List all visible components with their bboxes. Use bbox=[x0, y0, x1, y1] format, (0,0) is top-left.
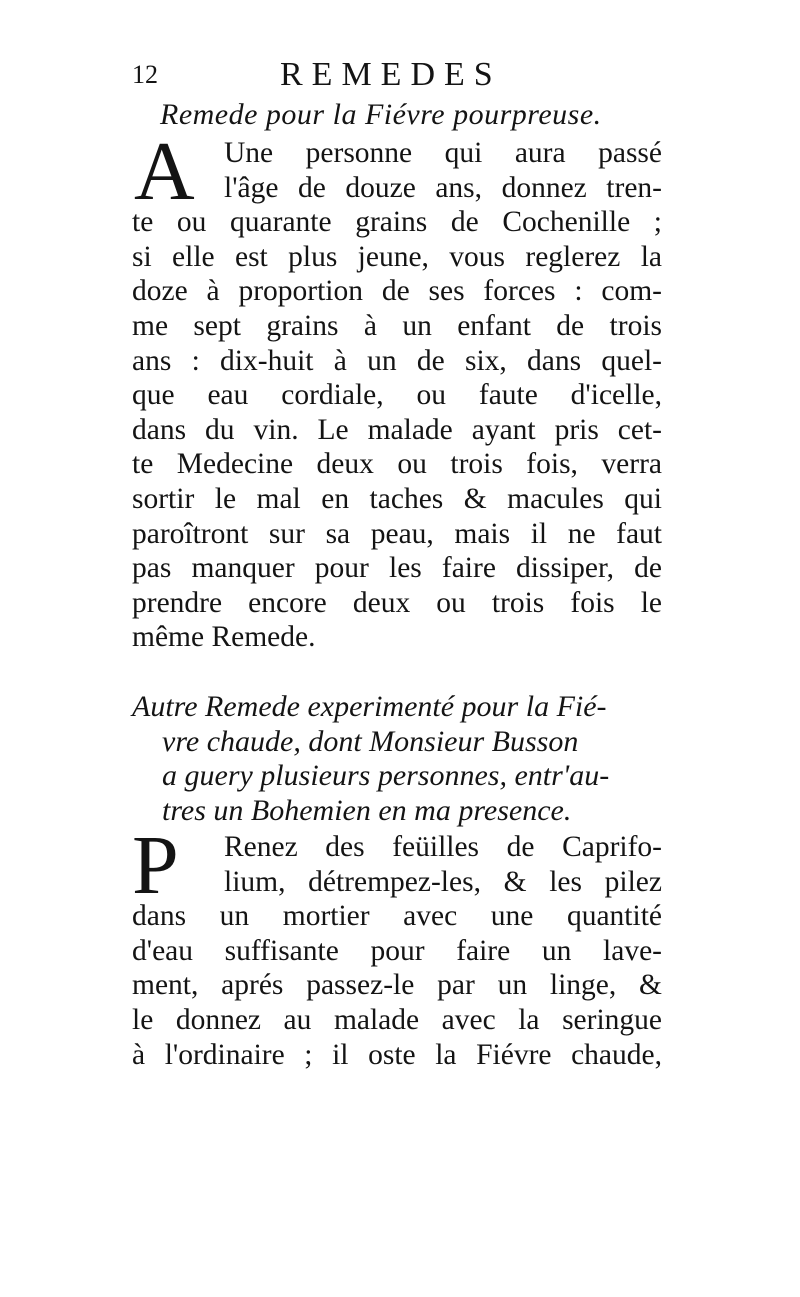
page-number: 12 bbox=[132, 60, 158, 89]
paragraph-fievre-chaude bbox=[132, 819, 662, 1072]
text-line: le donnez au malade avec la seringue bbox=[132, 1003, 662, 1036]
text-line: sortir le mal en taches & macules qui bbox=[132, 482, 662, 515]
drop-cap-letter: P bbox=[132, 819, 179, 912]
running-title: REMEDES bbox=[280, 56, 502, 93]
section-heading-fievre-pourpreuse: Remede pour la Fiévre pourpreuse. bbox=[160, 98, 602, 131]
text-line: dans du vin. Le malade ayant pris cet- bbox=[132, 413, 662, 446]
text-line: pas manquer pour les faire dissiper, de bbox=[132, 552, 662, 585]
section-heading-fievre-chaude bbox=[132, 690, 672, 828]
text-line: paroîtront sur sa peau, mais il ne faut bbox=[132, 517, 662, 550]
drop-cap-letter: A bbox=[134, 125, 195, 218]
page-header bbox=[132, 56, 662, 98]
text-line: d'eau suffisante pour faire un lave- bbox=[132, 934, 662, 967]
text-line: Renez des feüilles de Caprifo- bbox=[224, 831, 662, 863]
heading-line: tres un Bohemien en ma presence. bbox=[162, 793, 572, 827]
text-line: Une personne qui aura passé bbox=[224, 137, 662, 169]
text-line: l'âge de douze ans, donnez tren- bbox=[224, 171, 662, 204]
text-line: te ou quarante grains de Cochenille ; bbox=[132, 206, 662, 239]
heading-line: vre chaude, dont Monsieur Busson bbox=[162, 724, 579, 758]
paragraph-fievre-pourpreuse bbox=[132, 125, 662, 655]
text-line: ans : dix-huit à un de six, dans quel- bbox=[132, 344, 662, 377]
heading-line: a guery plusieurs personnes, entr'au- bbox=[162, 759, 610, 792]
text-line: lium, détrempez-les, & les pilez bbox=[224, 865, 662, 898]
text-line: que eau cordiale, ou faute d'icelle, bbox=[132, 379, 662, 412]
text-line: ment, aprés passez-le par un linge, & bbox=[132, 969, 662, 1002]
text-line: même Remede. bbox=[132, 621, 316, 654]
heading-line: Autre Remede experimenté pour la Fié- bbox=[132, 690, 607, 723]
text-line: me sept grains à un enfant de trois bbox=[132, 309, 662, 342]
text-line: si elle est plus jeune, vous reglerez la bbox=[132, 240, 662, 273]
text-line: prendre encore deux ou trois fois le bbox=[132, 586, 662, 619]
text-line: à l'ordinaire ; il oste la Fiévre chaude, bbox=[132, 1038, 662, 1071]
text-line: te Medecine deux ou trois fois, verra bbox=[132, 448, 662, 481]
text-line: dans un mortier avec une quantité bbox=[132, 900, 662, 933]
text-line: doze à proportion de ses forces : com- bbox=[132, 275, 662, 308]
